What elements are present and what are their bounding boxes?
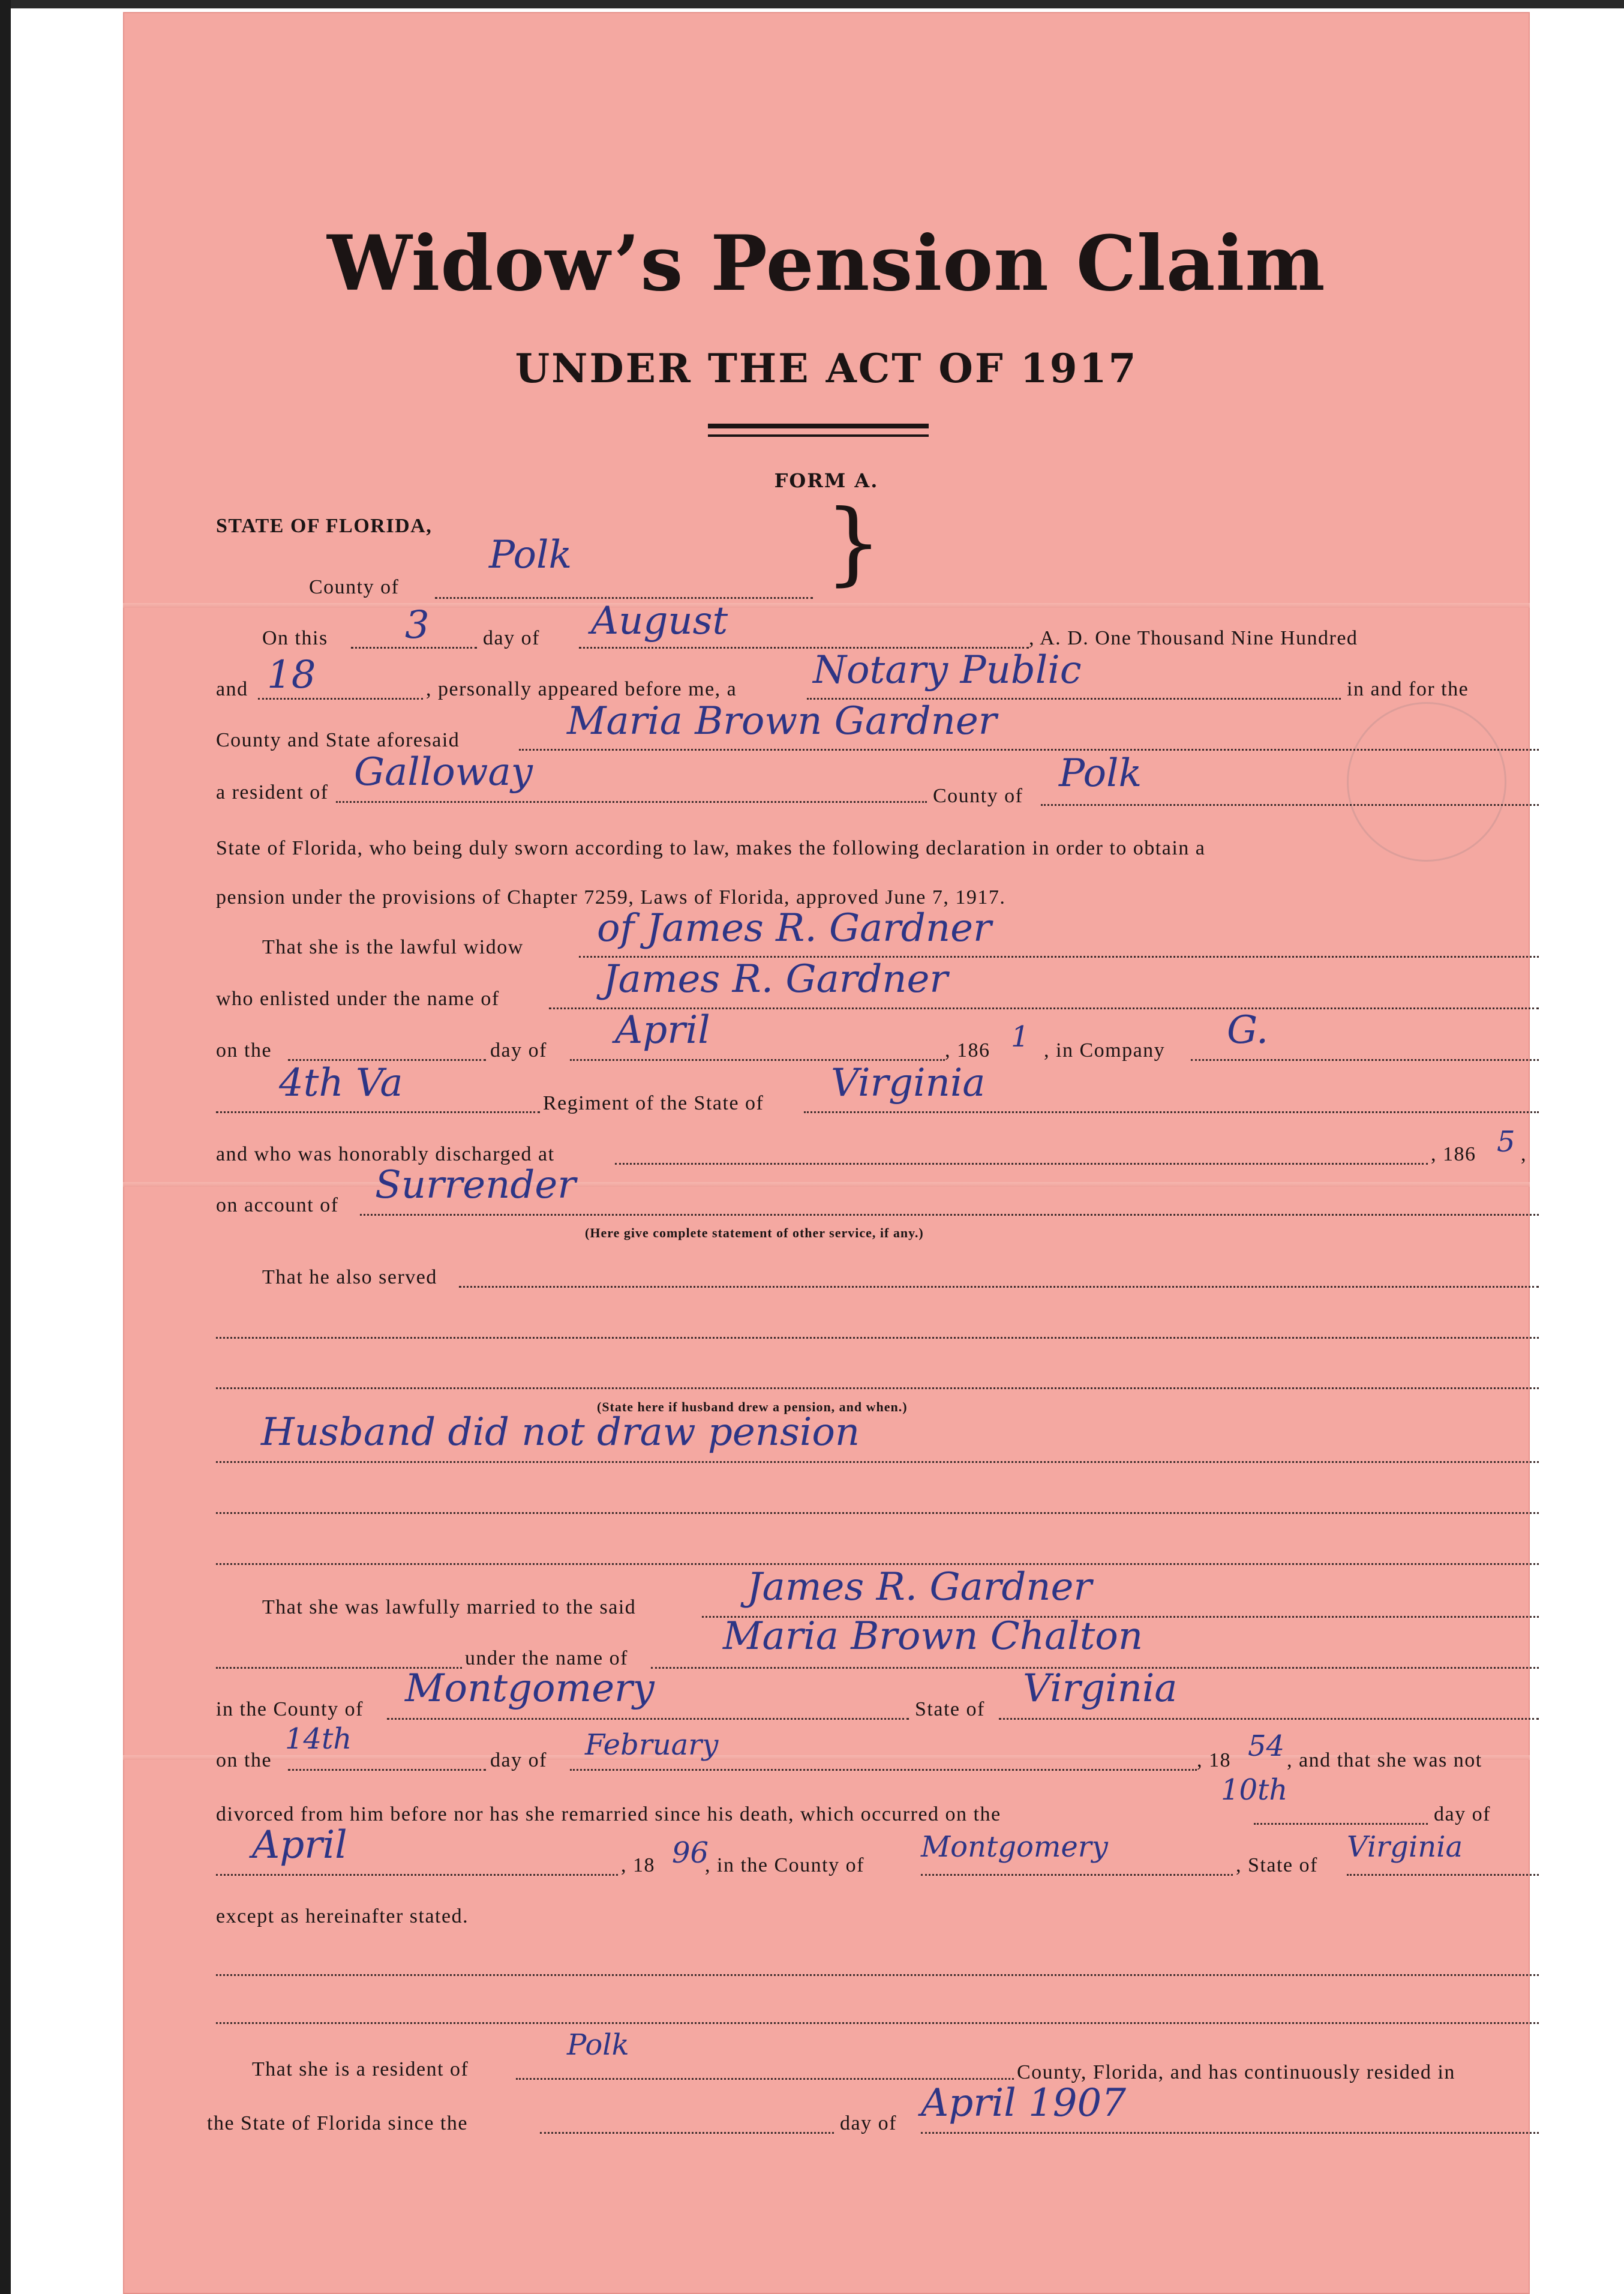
company-value: G. [1227,1008,1269,1052]
residence-tail: County, Florida, and has continuously resided in [1017,2061,1455,2083]
death-year-value: 96 [672,1836,709,1870]
also-served-line-2 [216,1337,1539,1339]
maiden-name-label: under the name of [465,1647,628,1669]
town-line [336,801,927,803]
divorce-text: divorced from him before nor has she remarried since his death, which occurred on the [216,1803,1001,1825]
venue-brace: } [825,491,882,595]
enlisted-label: who enlisted under the name of [216,988,500,1010]
discharge-line [615,1163,1428,1165]
county-of-label: County of [933,785,1023,807]
death-year-prefix: , 18 [621,1854,655,1876]
except-line [216,1974,1539,1976]
marriage-on-the-label: on the [216,1749,272,1771]
regiment-state-line [804,1111,1539,1113]
marriage-month-line [570,1769,1197,1771]
also-served-line-3 [216,1387,1539,1389]
marriage-state-value: Virginia [1023,1666,1178,1711]
paper-fold [123,603,1530,608]
marriage-day-of-label: day of [490,1749,547,1771]
death-county-label: , in the County of [705,1854,864,1876]
death-state-value: Virginia [1347,1830,1463,1864]
town-value: Galloway [354,750,533,794]
account-line [360,1214,1539,1216]
year-value: 18 [267,653,316,697]
discharge-year-value: 5 [1497,1125,1515,1159]
company-line [1191,1059,1539,1061]
scan-border-top [0,0,1624,8]
marriage-tail: , and that she was not [1287,1749,1482,1771]
form-label: FORM A. [774,469,879,492]
maiden-name-value: Maria Brown Chalton [723,1614,1143,1659]
in-and-for-label: in and for the [1347,678,1469,700]
name-line [519,749,1539,751]
enlist-month-value: April [615,1008,710,1052]
marriage-state-line [999,1718,1539,1720]
ad-label: , A. D. One Thousand Nine Hundred [1029,627,1358,649]
on-the-label: on the [216,1039,272,1061]
account-value: Surrender [375,1163,576,1207]
married-label: That she was lawfully married to the said [262,1596,637,1618]
county-line-2 [1041,804,1539,806]
form-subtitle: UNDER THE ACT OF 1917 [515,345,1138,392]
marriage-day-value: 14th [285,1722,352,1756]
title-rule [708,434,929,437]
regiment-state-value: Virginia [831,1061,986,1105]
discharge-label: and who was honorably discharged at [216,1143,555,1165]
regiment-line [216,1111,540,1113]
enlisted-value: James R. Gardner [603,957,948,1001]
account-label: on account of [216,1194,339,1216]
marriage-county-line [387,1718,909,1720]
widow-label: That she is the lawful widow [262,936,524,958]
day-value: 3 [405,603,430,647]
except-text: except as hereinafter stated. [216,1905,469,1927]
enlist-day-of-label: day of [490,1039,547,1061]
also-served-label: That he also served [262,1266,437,1288]
since-date-value: April 1907 [921,2081,1126,2125]
pension-note: (State here if husband drew a pension, and when.) [597,1399,908,1414]
marriage-state-label: State of [915,1698,985,1720]
enlist-year-value: 1 [1011,1020,1029,1054]
residence-county-value: Polk [567,2028,629,2062]
title-rule [708,424,929,428]
county-state-label: County and State aforesaid [216,729,460,751]
pension-value: Husband did not draw pension [261,1410,860,1455]
death-day-of-label: day of [1434,1803,1491,1825]
death-state-line [1347,1874,1539,1876]
and-label: and [216,678,248,700]
other-service-note: (Here give complete statement of other service, if any.) [585,1225,924,1240]
state-label: STATE OF FLORIDA, [216,515,433,537]
death-month-value: April [252,1823,347,1867]
enlist-year-prefix: , 186 [945,1039,990,1061]
marriage-county-value: Montgomery [405,1666,655,1711]
on-this-label: On this [262,627,328,649]
marriage-day-line [288,1769,486,1771]
except-line-2 [216,2022,1539,2024]
declaration-text: State of Florida, who being duly sworn according to law, makes the following declaration in order to obtain a [216,837,1206,859]
regiment-value: 4th Va [279,1061,403,1105]
death-county-value: Montgomery [921,1830,1108,1864]
discharge-comma: , [1521,1143,1527,1165]
county-label: County of [309,576,400,598]
claimant-name: Maria Brown Gardner [567,699,997,743]
residence-label: That she is a resident of [252,2058,469,2080]
day-of-label: day of [483,627,540,649]
notary-seal-impression [1347,702,1506,862]
form-title: Widow’s Pension Claim [327,219,1326,308]
death-month-line [216,1874,618,1876]
death-county-line [921,1874,1233,1876]
death-day-line [1254,1823,1428,1825]
appeared-label: , personally appeared before me, a [426,678,737,700]
death-state-label: , State of [1236,1854,1318,1876]
year-line [258,698,423,700]
death-day-value: 10th [1221,1773,1288,1807]
also-served-line [459,1286,1539,1288]
chapter-text: pension under the provisions of Chapter 7259, Laws of Florida, approved June 7, 1917. [216,886,1006,908]
discharge-year-prefix: , 186 [1431,1143,1476,1165]
widow-value: of James R. Gardner [597,906,992,950]
marriage-year-prefix: , 18 [1197,1749,1231,1771]
officer-value: Notary Public [813,648,1082,692]
pension-line-2 [216,1512,1539,1514]
since-day-of-label: day of [840,2112,897,2134]
county-value-2: Polk [1059,751,1142,796]
since-day-line [540,2132,834,2134]
month-value: August [591,599,728,643]
scan-border-left [0,0,11,2294]
residence-line [516,2078,1014,2080]
company-label: , in Company [1044,1039,1166,1061]
marriage-county-label: in the County of [216,1698,364,1720]
since-label: the State of Florida since the [207,2112,468,2134]
paper-fold [123,1182,1530,1187]
county-value: Polk [489,533,572,577]
since-date-line [921,2132,1539,2134]
married-value: James R. Gardner [747,1565,1092,1609]
pension-form-page [123,12,1530,2294]
marriage-month-value: February [585,1728,719,1762]
regiment-label: Regiment of the State of [543,1092,764,1114]
marriage-year-value: 54 [1248,1729,1285,1763]
resident-label: a resident of [216,781,329,803]
pension-line [216,1461,1539,1463]
